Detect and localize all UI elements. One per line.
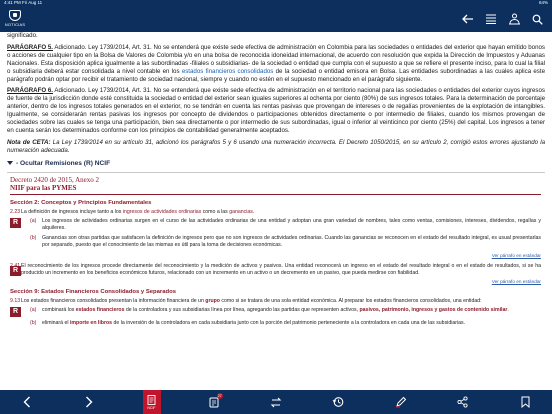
text-part: de la inversión de la controladora en cada subsidiaria junto con la porción del patrimonio perteneciente a la controladora en cada una de las subsidiarias. bbox=[112, 319, 466, 326]
paragraph-number: 2.23 bbox=[10, 208, 21, 215]
r-reference-icon[interactable]: R bbox=[10, 218, 21, 228]
ncif-button[interactable] bbox=[143, 390, 161, 414]
text-part: combinará los bbox=[42, 306, 76, 313]
paragraph-5 bbox=[7, 44, 545, 84]
r-reference-icon[interactable]: R bbox=[10, 307, 21, 317]
ceta-note-text: La Ley 1739/2014 en su artículo 31, adicionó los parágrafos 5 y 6 usando una numeración incorrecta. El Decreto 1050/2015, en su artículo 2, corrigió estos errores ajustando la numeración adecuada. bbox=[7, 138, 545, 154]
item-label: (a) bbox=[30, 306, 37, 313]
section-2-title: Sección 2: Conceptos y Principios Fundamentales bbox=[10, 199, 152, 206]
text-part: . bbox=[252, 208, 255, 215]
niif-title: NIIF para las PYMES bbox=[10, 184, 541, 195]
paragraph-text: El reconocimiento de los ingresos procede directamente del reconocimiento y la medición de activos y pasivos. Una entidad reconocerá un ingreso en el estado del resultado integral o en el estado de resultados, si se ha producido un incremento en los beneficios económicos futuros, relacionado con un incremento en un activo o un decremento en un pasivo, que pueda medirse con fiabilidad. bbox=[21, 262, 541, 276]
paragraph-9-13 bbox=[10, 298, 541, 305]
top-word: significado. bbox=[7, 32, 38, 39]
text-part: de la controladora y sus subsidiarias línea por línea, agregando las partidas que representen activos, bbox=[124, 306, 360, 313]
toc-list-icon[interactable] bbox=[484, 12, 498, 26]
niif-remisiones-panel bbox=[7, 172, 545, 327]
history-button[interactable] bbox=[329, 393, 347, 411]
share-icon bbox=[457, 396, 468, 408]
shield-logo-icon bbox=[9, 10, 21, 21]
paragraph-5-lead: PARÁGRAFO 5. bbox=[7, 43, 53, 51]
r-reference-icon[interactable]: R bbox=[10, 266, 21, 276]
highlight-button[interactable] bbox=[392, 393, 410, 411]
next-button[interactable] bbox=[80, 393, 98, 411]
decreto-heading: Decreto 2420 de 2015, Anexo 2 bbox=[10, 175, 100, 184]
section-9-title: Sección 9: Estados Financieros Consolidados y Separados bbox=[10, 288, 176, 295]
paragraph-text bbox=[21, 209, 541, 216]
document-icon bbox=[147, 395, 156, 405]
share-button[interactable] bbox=[454, 393, 472, 411]
list-item bbox=[10, 218, 541, 232]
badge-slot bbox=[10, 266, 30, 276]
paragraph-6 bbox=[7, 87, 545, 134]
see-paragraph-link[interactable]: Ver párrafo en estándar bbox=[491, 252, 541, 258]
remisiones-label: - Ocultar Remisiones (R) NCIF bbox=[16, 159, 111, 167]
text-part: como a las bbox=[201, 208, 230, 215]
keyword-link[interactable]: grupo bbox=[205, 297, 220, 304]
sync-arrows-icon bbox=[270, 397, 282, 408]
text-part: eliminará el bbox=[42, 319, 70, 326]
text-part: . bbox=[507, 306, 509, 313]
paragraph-text bbox=[21, 298, 541, 305]
notes-button[interactable] bbox=[205, 393, 223, 411]
paragraph-2-23 bbox=[10, 209, 541, 216]
paragraph-6-text: Adicionado. Ley 1739/2014, Art. 31. No se entenderá que existe sede efectiva de administración en el territorio nacional para las sociedades o entidades del exterior cuyos ingresos de fuente de la jurisdicción donde esté constituida la sociedad o entidad del exterior sean iguales superiores al ochenta por ciento (80%) de sus ingresos totales. Para la determinación de porcentaje anterior, dentro de los ingresos totales generados en el exterior, no se tendrán en cuenta las rentas pasivas que provengan de intereses o de regalías provenientes de la explotación de intangibles. Igualmente, se considerarán rentas pasivas los ingresos por concepto de dividendos o participaciones obtenidos directamente o por intermedio de filiales, cuando los mismos provengan de sociedades sobre las cuales se tenga una participación, bien sea directamente o por intermedio de sus subordinadas, igual o inferior al veinticinco por ciento (25%) del capital. Los ingresos a tener en cuenta serán los determinados conforme con los principios de contabilidad generalmente aceptados. bbox=[7, 87, 545, 134]
item-label: (a) bbox=[30, 217, 37, 224]
paragraph-6-lead: PARÁGRAFO 6. bbox=[7, 87, 53, 95]
keyword-link[interactable]: estados financieros bbox=[75, 306, 125, 313]
list-item bbox=[10, 307, 541, 317]
app-header bbox=[0, 6, 552, 32]
keyword-link[interactable]: ingresos de actividades ordinarias bbox=[122, 208, 202, 215]
app-logo[interactable] bbox=[4, 10, 26, 28]
item-text bbox=[42, 307, 541, 317]
text-part: La definición de ingresos incluye tanto a los bbox=[21, 208, 123, 215]
item-label: (b) bbox=[30, 235, 37, 242]
previous-button[interactable] bbox=[18, 393, 36, 411]
back-arrow-icon[interactable] bbox=[461, 12, 475, 26]
collapse-triangle-icon bbox=[7, 161, 13, 165]
text-part: Los estados financieros consolidados presentan la información financiera de un bbox=[21, 297, 206, 304]
header-actions bbox=[461, 12, 544, 26]
estados-financieros-link[interactable]: estados financieros consolidados bbox=[181, 67, 274, 75]
sync-button[interactable] bbox=[267, 393, 285, 411]
text-part: como si se tratara de una sola entidad económica. Al preparar los estados financieros consolidados, una entidad: bbox=[219, 297, 482, 304]
item-text: Ganancias son otras partidas que satisfacen la definición de ingresos pero que no son ingresos de actividades ordinarias. Cuando las ganancias se reconocen en el estado del resultado integral, es usual presentarlas por separado, puesto que el conocimiento de las mismas es útil para la toma de decisiones económicas. bbox=[42, 235, 541, 249]
search-icon[interactable] bbox=[530, 12, 544, 26]
see-paragraph-link[interactable]: Ver párrafo en estándar bbox=[491, 278, 541, 284]
badge-slot bbox=[10, 235, 30, 249]
list-item bbox=[10, 320, 541, 327]
paragraph-number: 9.13 bbox=[10, 297, 21, 304]
status-battery: 64% bbox=[538, 0, 548, 5]
paragraph-2-41 bbox=[10, 263, 541, 277]
toggle-remisiones-button[interactable] bbox=[7, 160, 545, 167]
list-item bbox=[10, 235, 541, 249]
bookmark-icon bbox=[521, 396, 530, 408]
ncif-label: NCIF bbox=[147, 405, 156, 410]
ceta-note bbox=[7, 139, 545, 155]
keyword-link[interactable]: importe en libros bbox=[69, 319, 113, 326]
keyword-link[interactable]: pasivos, patrimonio, ingresos y gastos de contenido similar bbox=[359, 306, 508, 313]
item-label: (b) bbox=[30, 319, 37, 326]
badge-slot bbox=[10, 320, 30, 327]
history-clock-icon bbox=[332, 396, 344, 408]
item-text: Los ingresos de actividades ordinarias surgen en el curso de las actividades ordinarias de una entidad y adoptan una gran variedad de nombres, tales como ventas, comisiones, intereses, dividendos, regalías y alquileres. bbox=[42, 217, 541, 231]
paragraph-5-text: Adicionado. Ley 1739/2014, Art. 31. No se entenderá que existe sede efectiva de administración en Colombia para las sociedades o entidades del exterior que hayan emitido bonos o acciones de cualquier tipo en la Bolsa de Valores de Colombia y/o en una bolsa de reconocida idoneidad internacional, de acuerdo con resolución que expida la Dirección de Impuestos y Aduanas Nacionales. Esta disposición aplica igualmente a las subordinadas -filiales o subsidiarias- de la sociedad o entidad que cumpla con el supuesto a que se refiere el presente inciso, para lo cual la filial o subsidiaria deberá estar consolidada a nivel contable en los bbox=[7, 43, 545, 75]
bottom-toolbar bbox=[0, 390, 552, 414]
notes-count-badge: 27 bbox=[217, 394, 222, 398]
bookmark-button[interactable] bbox=[516, 393, 534, 411]
badge-slot bbox=[10, 307, 30, 317]
status-time: 4:41 PM Fri Aug 11 bbox=[4, 0, 43, 5]
user-scale-icon[interactable] bbox=[507, 12, 521, 26]
keyword-link[interactable]: ganancias bbox=[229, 208, 253, 215]
pencil-icon bbox=[395, 396, 407, 408]
paragraph-5-text-after: de la sociedad o entidad emisora en Bolsa. Las entidades subordinadas a las cuales aplica este parágrafo podrán optar por recibir el tratamiento de sociedad nacional, siempre y cuando no estén en el supuesto mencionado en el parágrafo siguiente. bbox=[7, 67, 545, 83]
badge-slot bbox=[10, 218, 30, 232]
item-text bbox=[42, 320, 541, 327]
document-content[interactable] bbox=[0, 32, 552, 390]
logo-text: NOTICIAS bbox=[4, 22, 26, 27]
ceta-note-lead: Nota de CETA: bbox=[7, 138, 51, 146]
